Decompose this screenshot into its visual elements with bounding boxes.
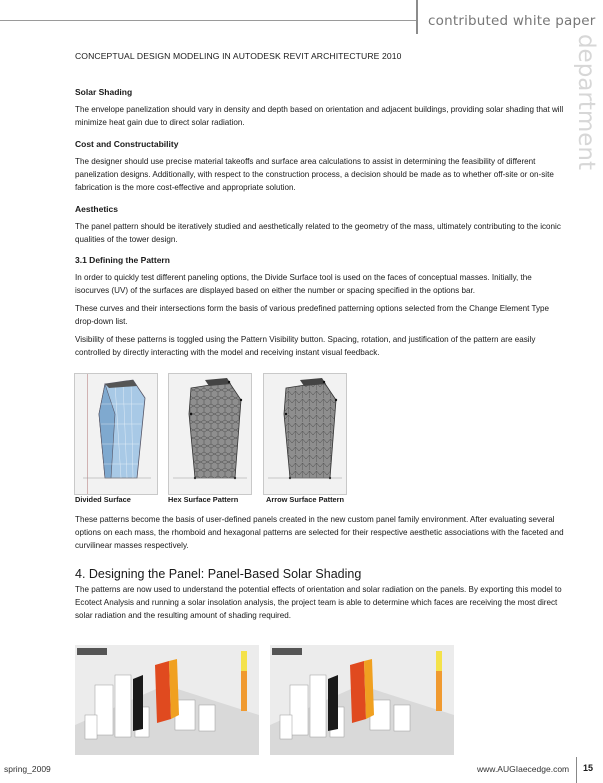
divided-surface-drawing (75, 374, 157, 494)
page-number: 15 (583, 763, 594, 773)
solar-render-drawing-1 (75, 645, 259, 755)
solar-render-drawing-2 (270, 645, 454, 755)
solar-analysis-render-1 (75, 645, 259, 755)
caption-divided-surface: Divided Surface (75, 495, 131, 504)
cost-heading: Cost and Constructability (75, 139, 179, 149)
section4-text: The patterns are now used to understand the potential effects of orientation and solar radiation on the panels. By exporting this model to Ecotect Analysis and running a solar insolation analysis, the project team is able to determine which faces are receiving the most direct solar radiation and the resulting amount of shading required. (75, 585, 562, 620)
defining-text-1: In order to quickly test different paneling options, the Divide Surface tool is used on the faces of conceptual masses. Initially, the isocurves (UV) of the surfaces are displayed based on either the number or spacing specified in the options bar. (75, 273, 532, 295)
solar-shading-section (75, 87, 565, 129)
footer-issue: spring_2009 (4, 764, 51, 774)
solar-text: The envelope panelization should vary in density and depth based on orientation and adjacent buildings, providing solar shading that will minimize heat gain due to direct solar radiation. (75, 105, 564, 127)
solar-analysis-render-2 (270, 645, 454, 755)
footer-website: www.AUGIaecedge.com (477, 764, 570, 774)
defining-text-2: These curves and their intersections form the basis of various predefined patterning options selected from the Change Element Type drop-down list. (75, 304, 550, 326)
section4-heading: 4. Designing the Panel: Panel-Based Solar Shading (75, 567, 362, 581)
aesthetics-text: The panel pattern should be iteratively studied and aesthetically related to the geometry of the mass, ultimately contributing to the iconic qualities of the tower design. (75, 222, 561, 244)
defining-pattern-section (75, 255, 565, 359)
aesthetics-section (75, 204, 565, 246)
after-figures-text: These patterns become the basis of user-defined panels created in the new custom panel family environment. After evaluating several options on each mass, the rhomboid and hexagonal patterns are selected for their respective aesthetic associations with the faceted and curvilinear masses respectively. (75, 515, 564, 550)
cost-section (75, 139, 565, 194)
arrow-surface-figure (263, 373, 347, 495)
aesthetics-heading: Aesthetics (75, 204, 118, 214)
hex-surface-drawing (169, 374, 251, 494)
hex-surface-figure (168, 373, 252, 495)
defining-heading: 3.1 Defining the Pattern (75, 255, 170, 265)
section4-body (75, 583, 565, 622)
divided-surface-figure (74, 373, 158, 495)
header-label: contributed white paper (428, 13, 596, 29)
side-department-label: department (573, 33, 599, 170)
footer-divider (576, 757, 577, 783)
cost-text: The designer should use precise material takeoffs and surface area calculations to assist in determining the feasibility of different panelization designs. Additionally, with respect to the construction process, a decision should be made as to whether off-site or on-site fabrication is the more cost-effective and appropriate solution. (75, 157, 554, 192)
header-rule (0, 0, 417, 21)
header-divider (416, 0, 418, 34)
document-title: CONCEPTUAL DESIGN MODELING IN AUTODESK REVIT ARCHITECTURE 2010 (75, 51, 402, 61)
defining-text-3: Visibility of these patterns is toggled using the Pattern Visibility button. Spacing, rotation, and justification of the pattern are easily controlled by directly interacting with the model and receiving instant visual feedback. (75, 335, 536, 357)
patterns-summary (75, 513, 565, 552)
caption-arrow-surface: Arrow Surface Pattern (266, 495, 345, 504)
caption-hex-surface: Hex Surface Pattern (168, 495, 239, 504)
arrow-surface-drawing (264, 374, 346, 494)
solar-heading: Solar Shading (75, 87, 133, 97)
